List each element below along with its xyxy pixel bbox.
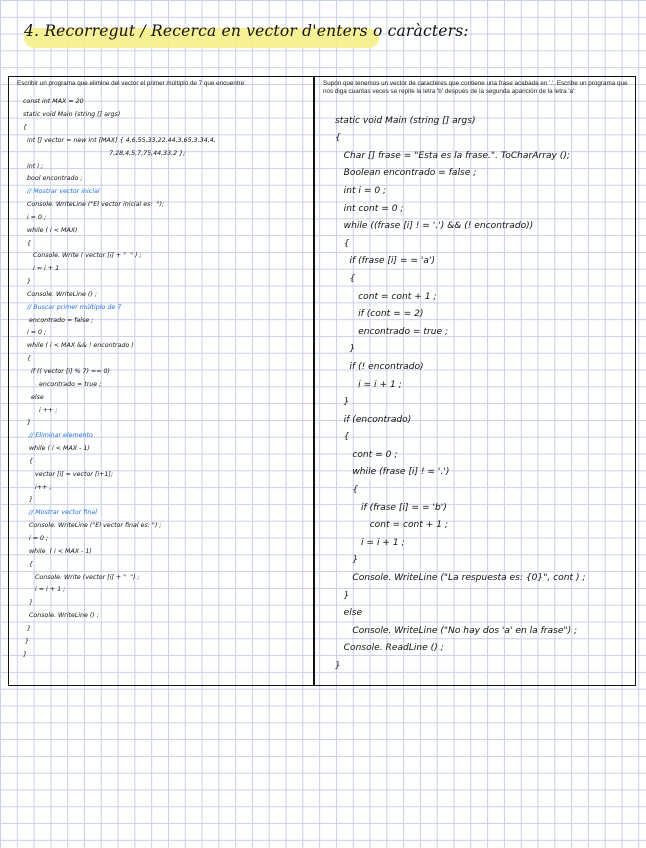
code-line: } bbox=[23, 599, 34, 607]
code-line: Console. WriteLine ("No hay dos 'a' en la frase") ; bbox=[335, 625, 578, 636]
code-line: encontrado = true ; bbox=[23, 380, 102, 388]
code-comment-line: // Eliminar elemento bbox=[23, 432, 93, 440]
code-line: { bbox=[335, 133, 341, 144]
code-line: { bbox=[23, 123, 28, 131]
code-line: if (( vector [i] % 7) == 0) bbox=[23, 368, 110, 376]
code-line: } bbox=[335, 397, 350, 408]
code-line: Console. Write ( vector [i] + " " ) ; bbox=[23, 252, 142, 260]
code-line: i++ ; bbox=[23, 483, 52, 491]
code-line: i = i + 1 bbox=[23, 265, 60, 273]
code-line: vector [i] = vector [i+1]; bbox=[23, 470, 113, 478]
exercise-right-panel bbox=[314, 76, 636, 686]
exercise-left-panel bbox=[8, 76, 314, 686]
code-line: while ( i < MAX - 1) bbox=[23, 547, 92, 555]
code-line: while ( i < MAX && ! encontrado ) bbox=[23, 342, 134, 350]
code-line: { bbox=[335, 273, 356, 284]
title-block bbox=[24, 22, 469, 40]
code-line: cont = 0 ; bbox=[335, 449, 398, 460]
code-line: } bbox=[23, 650, 28, 658]
code-left bbox=[23, 96, 313, 661]
code-line: if (frase [i] = = 'b') bbox=[335, 502, 447, 513]
code-comment-line: // Mostrar vector final bbox=[23, 509, 97, 517]
code-comment-line: // Buscar primer múltiplo de 7 bbox=[23, 303, 122, 311]
code-line: if (! encontrado) bbox=[335, 361, 424, 372]
code-line: { bbox=[335, 485, 359, 496]
code-line: static void Main (string [] args) bbox=[23, 111, 121, 119]
code-line: } bbox=[23, 419, 32, 427]
code-line: Console. WriteLine ("El vector final es: ") ; bbox=[23, 522, 162, 530]
exercise-right-prompt: Supón que tenemos un vector de caracteres que contiene una frase acabada en '.'. Escribe un programa que nos diga cuantas veces se repite la letra 'b' después de la segunda aparición de la letra 'a': bbox=[323, 80, 628, 96]
page-title: 4. Recorregut / Recerca en vector d'enters o caràcters: bbox=[24, 22, 469, 40]
code-line: { bbox=[23, 239, 32, 247]
code-line: { bbox=[335, 238, 350, 249]
code-line: while ( i < MAX - 1) bbox=[23, 445, 90, 453]
code-line: Console. WriteLine () ; bbox=[23, 290, 97, 298]
code-line: if (cont = = 2) bbox=[335, 309, 424, 320]
code-line: { bbox=[23, 355, 32, 363]
code-line: if (encontrado) bbox=[335, 414, 412, 425]
code-line: Console. WriteLine ("El vector inicial es: "); bbox=[23, 201, 165, 209]
code-line: Console. Write (vector [i] + " ") ; bbox=[23, 573, 140, 581]
code-line: while ((frase [i] ! = '.') && (! encontrado)) bbox=[335, 221, 534, 232]
code-line: static void Main (string [] args) bbox=[335, 115, 476, 126]
code-line: Console. WriteLine () ; bbox=[23, 612, 99, 620]
code-line: i = 0 ; bbox=[23, 213, 47, 221]
code-line: 7,28,4,5,7,75,44,33,2 }; bbox=[23, 149, 186, 157]
code-line: { bbox=[335, 432, 350, 443]
code-line: Console. ReadLine () ; bbox=[335, 643, 444, 654]
code-line: cont = cont + 1 ; bbox=[335, 291, 437, 302]
code-line: cont = cont + 1 ; bbox=[335, 520, 449, 531]
exercise-left-prompt: Escribir un programa que elimine del vector el primer múltiplo de 7 que encuentre: bbox=[17, 80, 246, 87]
code-line: { bbox=[23, 560, 34, 568]
code-line: int cont = 0 ; bbox=[335, 203, 404, 214]
code-line: } bbox=[23, 496, 34, 504]
code-line: while ( i < MAX) bbox=[23, 226, 78, 234]
code-right bbox=[335, 113, 635, 676]
code-line: int i = 0 ; bbox=[335, 185, 387, 196]
code-line: } bbox=[23, 278, 32, 286]
code-line: } bbox=[335, 344, 356, 355]
code-line: encontrado = true ; bbox=[335, 326, 449, 337]
code-line: Boolean encontrado = false ; bbox=[335, 168, 477, 179]
code-line: } bbox=[23, 637, 30, 645]
code-line: i = i + 1 ; bbox=[335, 379, 402, 390]
code-line: while (frase [i] ! = '.') bbox=[335, 467, 450, 478]
code-line: int [] vector = new int [MAX] { 4,6,55,33,22,44,3,65,3,34,4, bbox=[23, 136, 216, 144]
code-line: } bbox=[335, 661, 341, 671]
code-line: else bbox=[335, 608, 363, 619]
code-line: if (frase [i] = = 'a') bbox=[335, 256, 436, 267]
code-line: } bbox=[335, 555, 359, 566]
code-line: i ++ ; bbox=[23, 406, 58, 414]
code-line: } bbox=[23, 624, 32, 632]
code-line: encontrado = false ; bbox=[23, 316, 94, 324]
code-comment-line: // Mostrar vector inicial bbox=[23, 188, 100, 196]
code-line: { bbox=[23, 457, 34, 465]
code-line: i = 0 ; bbox=[23, 534, 49, 542]
code-line: const int MAX = 20 bbox=[23, 98, 84, 106]
code-line: i = 0 ; bbox=[23, 329, 47, 337]
code-line: int i ; bbox=[23, 162, 44, 170]
code-line: Console. WriteLine ("La respuesta es: {0}", cont ) ; bbox=[335, 573, 586, 584]
code-line: i = i + 1 ; bbox=[23, 586, 66, 594]
code-line: i = i + 1 ; bbox=[335, 537, 405, 548]
code-line: } bbox=[335, 590, 350, 601]
code-line: bool encontrado ; bbox=[23, 175, 83, 183]
code-line: else bbox=[23, 393, 44, 401]
code-line: Char [] frase = "Esta es la frase.". ToCharArray (); bbox=[335, 150, 570, 161]
